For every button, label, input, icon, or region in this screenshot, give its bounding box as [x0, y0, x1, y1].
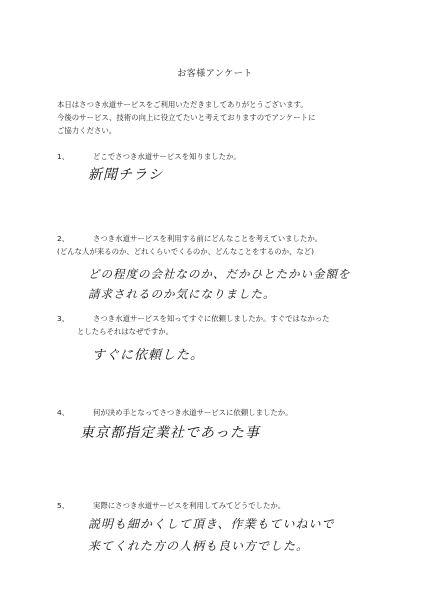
answer-line: 新聞チラシ: [88, 167, 163, 183]
question-text: さつき水道サービスを利用する前にどんなことを考えていましたか。: [93, 234, 323, 243]
question-text-continued: としたらそれはなぜですか。: [77, 327, 174, 336]
answer-line: 説明も細かくして頂き、作業もていねいで: [88, 517, 335, 531]
intro-line: 本日はさつき水道サービスをご利用いただきましてありがとうございます。: [57, 100, 308, 109]
answer-4: [80, 422, 260, 442]
answer-1: [88, 164, 163, 184]
answer-line: 来てくれた方の人柄も良い方でした。: [88, 539, 310, 553]
intro-line: ご協力ください。: [57, 126, 117, 135]
answer-line: 請求されるのか気になりました。: [88, 287, 276, 301]
question-4: [57, 406, 392, 419]
question-subtext: (どんな人が来るのか、どれくらいでくるのか、どんなことをするのか、など): [57, 247, 315, 256]
question-number: 2、: [57, 234, 70, 243]
question-2: [57, 232, 392, 258]
question-text: 何が決め手となってさつき水道サービスに依頼しましたか。: [93, 408, 293, 417]
page-title: お客様アンケート: [177, 69, 253, 79]
question-number: 3、: [57, 314, 70, 323]
answer-5: [88, 513, 335, 557]
answer-2: [88, 264, 351, 304]
intro-paragraph: [57, 98, 402, 137]
question-number: 1、: [57, 152, 70, 161]
question-text: どこでさつき水道サービスを知りましたか。: [93, 152, 241, 161]
answer-line: すぐに依頼した。: [92, 348, 205, 363]
question-text: 実際にさつき水道サービスを利用してみてどうでしたか。: [93, 501, 286, 510]
question-text: さつき水道サービスを知ってすぐに依頼しましたか。すぐではなかった: [93, 314, 330, 323]
question-5: [57, 499, 392, 512]
answer-line: どの程度の会社なのか、だかひとたかい金額を: [88, 267, 351, 281]
answer-line: 東京都指定業社であった事: [80, 425, 260, 441]
intro-line: 今後のサービス、技術の向上に役立てたいと考えておりますのでアンケートに: [57, 113, 316, 122]
question-number: 5、: [57, 501, 70, 510]
question-3: [57, 312, 392, 338]
answer-3: [92, 344, 204, 363]
question-1: [57, 150, 392, 163]
question-number: 4、: [57, 408, 70, 417]
